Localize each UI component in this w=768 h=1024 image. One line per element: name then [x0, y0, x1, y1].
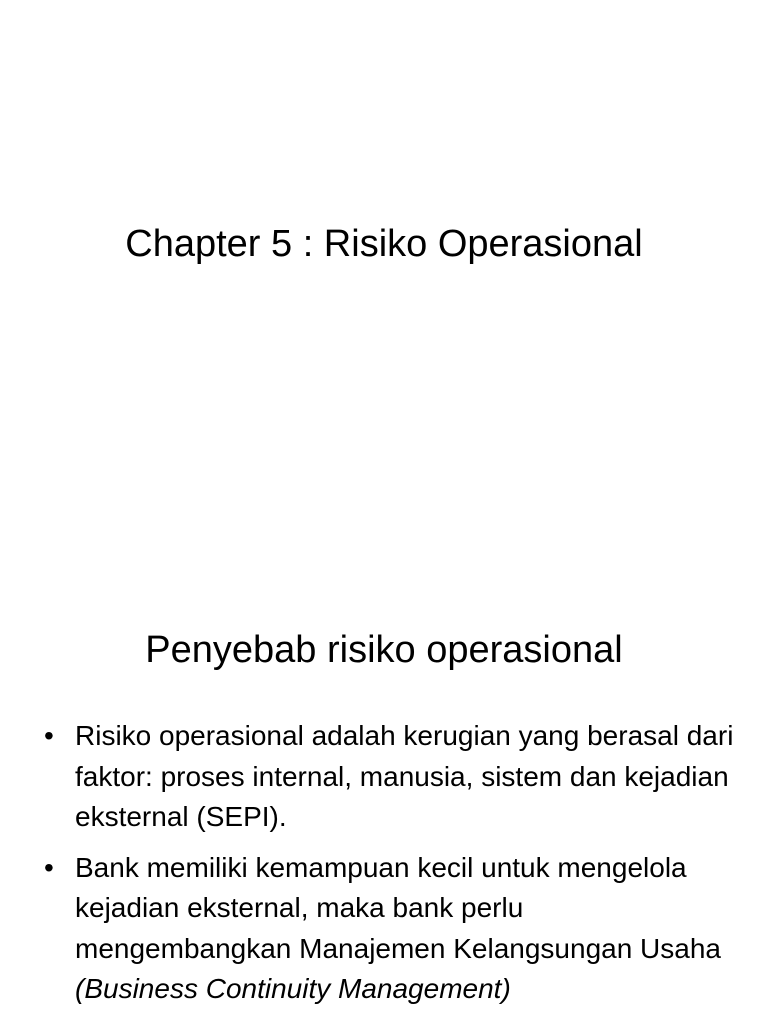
slide-title: Chapter 5 : Risiko Operasional [125, 223, 643, 265]
bullet-item [44, 716, 744, 838]
bullet-list [44, 716, 744, 1020]
bullet-icon: • [44, 720, 54, 751]
bullet-text: Bank memiliki kemampuan kecil untuk mengelola kejadian eksternal, maka bank perlu mengembangkan Manajemen Kelangsungan Usaha [75, 851, 721, 964]
bullet-item [44, 848, 744, 1010]
bullet-italic-text: (Business Continuity Management) [75, 973, 511, 1004]
bullet-icon: • [44, 851, 54, 883]
slide-heading: Penyebab risiko operasional [145, 629, 623, 671]
bullet-text: Risiko operasional adalah kerugian yang berasal dari faktor: proses internal, manusia, sistem dan kejadian eksternal (SEPI). [75, 720, 734, 832]
